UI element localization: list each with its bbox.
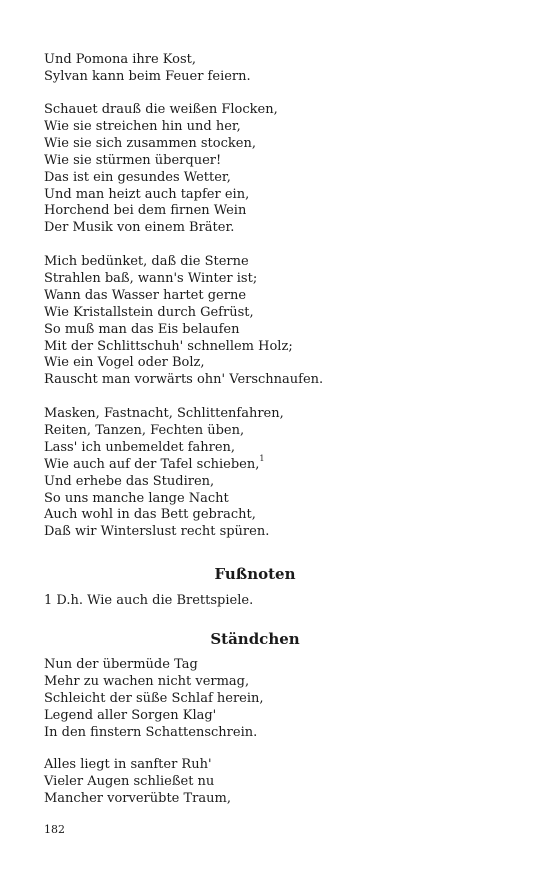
- verse-line: Und man heizt auch tapfer ein,: [44, 186, 250, 202]
- verse-line: Auch wohl in das Bett gebracht,: [44, 507, 256, 523]
- verse-line: Wie Kristallstein durch Gefrüst,: [44, 304, 254, 320]
- verse-line: Rauscht man vorwärts ohn' Verschnaufen.: [44, 372, 324, 388]
- stanza-6: [44, 757, 231, 808]
- verse-line: Wie sie sich zusammen stocken,: [44, 135, 256, 151]
- verse-line: Daß wir Winterslust recht spüren.: [44, 524, 270, 540]
- verse-line: Wie sie streichen hin und her,: [44, 118, 241, 134]
- verse-line: Masken, Fastnacht, Schlittenfahren,: [44, 406, 284, 421]
- stanza-3: [44, 254, 323, 389]
- verse-line: Mit der Schlittschuh' schnellem Holz;: [44, 338, 293, 354]
- page-number: 182: [44, 823, 65, 836]
- verse-line: Mancher vorverübte Traum,: [44, 790, 231, 806]
- verse-line-with-footnote: [44, 453, 284, 474]
- stanza-5: [44, 657, 264, 742]
- verse-line: Wie sie stürmen überquer!: [44, 152, 222, 168]
- verse-line: Schleicht der süße Schlaf herein,: [44, 690, 264, 706]
- verse-line: Wann das Wasser hartet gerne: [44, 287, 247, 303]
- verse-line: Horchend bei dem firnen Wein: [44, 203, 247, 219]
- stanza-2: [44, 102, 278, 237]
- verse-line: So muß man das Eis belaufen: [44, 321, 240, 337]
- verse-line: In den finstern Schattenschrein.: [44, 724, 258, 740]
- verse-line: Vieler Augen schließet nu: [44, 773, 215, 789]
- verse-line: Alles liegt in sanfter Ruh': [44, 757, 212, 772]
- verse-line: Legend aller Sorgen Klag': [44, 707, 217, 723]
- verse-line: Reiten, Tanzen, Fechten üben,: [44, 422, 245, 438]
- verse-line: So uns manche lange Nacht: [44, 490, 229, 506]
- verse-line: Schauet drauß die weißen Flocken,: [44, 102, 278, 117]
- verse-line-text: Wie auch auf der Tafel schieben,: [44, 456, 260, 472]
- verse-line: Und Pomona ihre Kost,: [44, 52, 197, 67]
- poem-title: Ständchen: [210, 630, 300, 648]
- verse-line: Wie ein Vogel oder Bolz,: [44, 355, 205, 371]
- verse-line: Der Musik von einem Bräter.: [44, 220, 235, 236]
- verse-line: Sylvan kann beim Feuer feiern.: [44, 68, 251, 84]
- verse-line: Mich bedünket, daß die Sterne: [44, 254, 249, 269]
- verse-line: Das ist ein gesundes Wetter,: [44, 169, 231, 185]
- stanza-1: [44, 52, 251, 86]
- stanza-4: [44, 406, 284, 541]
- verse-line: Lass' ich unbemeldet fahren,: [44, 439, 236, 455]
- verse-line: Strahlen baß, wann's Winter ist;: [44, 270, 258, 286]
- verse-line: Nun der übermüde Tag: [44, 657, 198, 672]
- footnotes-heading: Fußnoten: [214, 565, 296, 583]
- verse-line: Mehr zu wachen nicht vermag,: [44, 673, 250, 689]
- verse-line: Und erhebe das Studiren,: [44, 473, 215, 489]
- footnote-text: 1 D.h. Wie auch die Brettspiele.: [44, 593, 254, 608]
- footnote-reference[interactable]: 1: [259, 453, 265, 463]
